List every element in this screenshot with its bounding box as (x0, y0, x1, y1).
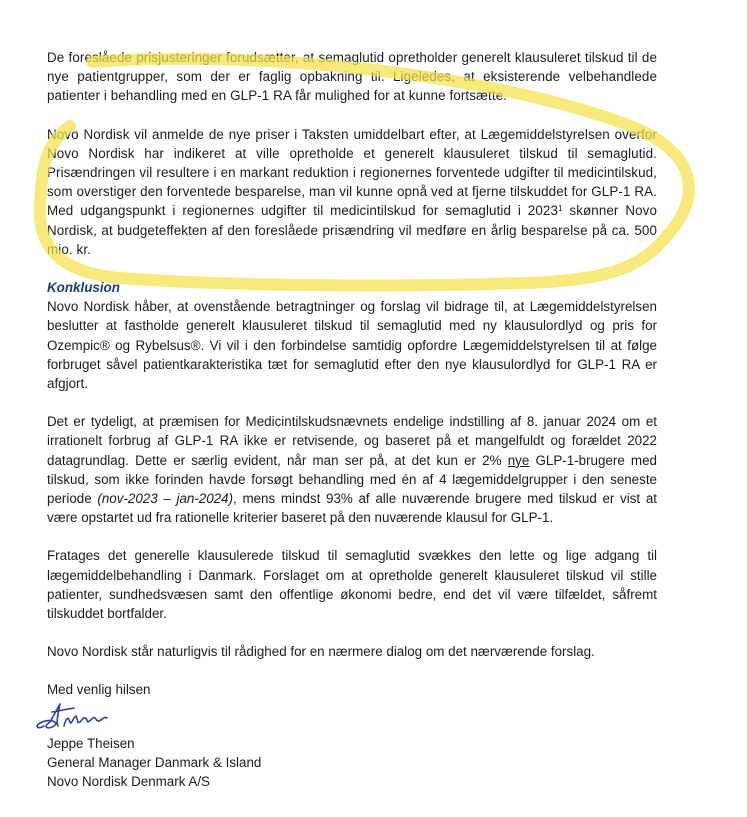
removal-consequence-paragraph: Fratages det generelle klausulerede tilskud til semaglutid svækkes den lette og lige adgang til lægemiddelbehandling i Danmark. Forslaget om at opretholde generelt klausuleret tilskud vil stille patienter, sundhedsvæsen samt den offentlige økonomi bedre, end det vil være tilfældet, såfremt tilskuddet bortfalder. (47, 548, 657, 622)
letter-page (47, 48, 657, 791)
premise-paragraph (47, 412, 657, 527)
handwritten-signature (30, 696, 120, 736)
dialog-paragraph: Novo Nordisk står naturligvis til rådighed for en nærmere dialog om det nærværende forslag. (47, 644, 595, 660)
price-announcement-paragraph (47, 125, 657, 259)
footnote-marker: 1 (558, 204, 563, 214)
closing-greeting: Med venlig hilsen (47, 682, 151, 698)
signer-name: Jeppe Theisen (47, 735, 135, 751)
price-text-after-footnote: skønner Novo Nordisk, at budgeteffekten af den foreslåede prisændring vil medføre en årlig besparelse på ca. 500 mio. kr. (47, 203, 657, 257)
intro-paragraph: De foreslåede prisjusteringer forudsætter, at semaglutid opretholder generelt klausuleret tilskud til de nye patientgrupper, som der er faglig opbakning til. Ligeledes, at eksisterende velbehandlede patienter i behandling med en GLP-1 RA får mulighed for at kunne fortsætte. (47, 50, 657, 104)
premise-text-2: GLP-1-brugere med tilskud, som ikke forinden havde forsøgt behandling med én af 4 lægemiddelgrupper i den seneste periode (47, 452, 657, 507)
conclusion-paragraph: Novo Nordisk håber, at ovenstående betragtninger og forslag vil bidrage til, at Lægemiddelstyrelsen beslutter at fastholde generelt klausuleret tilskud til semaglutid med ny klausulordlyd og pris for Ozempic® og Rybelsus®. Vi vil i den forbindelse samtidig opfordre Lægemiddelstyrelsen til at følge forbruget såvel patientkarakteristika tæt for semaglutid efter den nye klausulordlyd for GLP-1 RA er afgjort. (47, 299, 657, 392)
signature-area (47, 700, 657, 734)
period-italic: (nov-2023 – jan-2024) (97, 491, 234, 507)
conclusion-heading: Konklusion (47, 280, 120, 296)
premise-text-1: Det er tydeligt, at præmisen for Medicintilskudsnævnets endelige indstilling af 8. januar 2024 om et irrationelt forbrug af GLP-1 RA ikke er retvisende, og baseret på et mangelfuldt og forældet 2022 datagrundlag. Dette er særlig evident, når man ser på, at det kun er 2% (47, 414, 657, 468)
signer-company: Novo Nordisk Denmark A/S (47, 774, 210, 790)
price-text-before-footnote: Novo Nordisk vil anmelde de nye priser i Taksten umiddelbart efter, at Lægemiddelstyrelsen overfor Novo Nordisk har indikeret at ville opretholde et generelt klausuleret tilskud til semaglutid. Prisændringen vil resultere i en markant reduktion i regionernes forventede udgifter til medicintilskud, som overstiger den forventede besparelse, man vil kunne opnå ved at fjerne tilskuddet for GLP-1 RA. Med udgangspunkt i regionernes udgifter til medicintilskud for semaglutid i 2023 (47, 126, 657, 219)
underlined-word: nye (507, 452, 530, 468)
signer-title: General Manager Danmark & Island (47, 754, 262, 770)
signature-block (47, 680, 657, 791)
premise-text-3: , mens mindst 93% af alle nuværende brugere med tilskud er vist at være opstartet ud fra rationelle kriterier baseret på den nuværende klausul for GLP-1. (47, 491, 657, 526)
